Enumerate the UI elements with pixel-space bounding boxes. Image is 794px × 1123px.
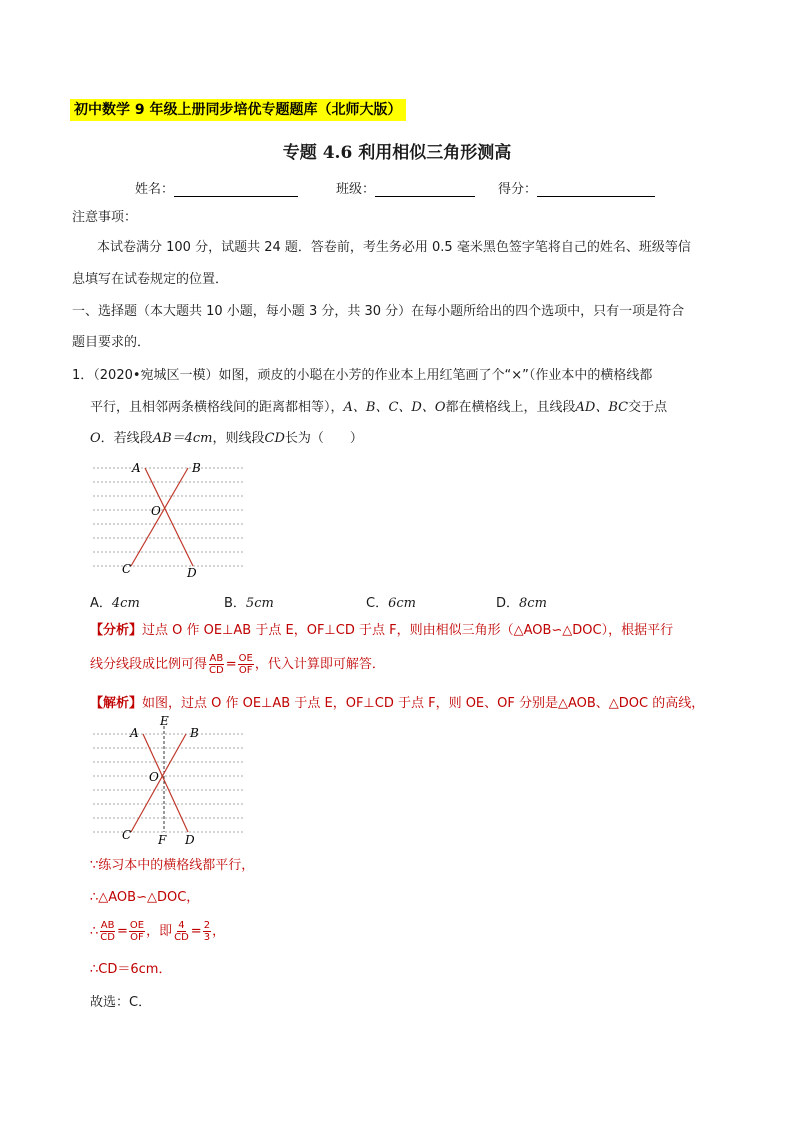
label-c: C: [122, 562, 132, 576]
label-c: C: [122, 828, 132, 842]
option-d[interactable]: D．8cm: [496, 596, 547, 611]
label-b: B: [192, 461, 201, 475]
solution-therefore2: ∴ $\frac{AB}{CD}$ = $\frac{OE}{OF}$ ，即 $\frac{4}{CD}$ = $\frac{2}{3}$ ，: [90, 920, 226, 943]
score-field[interactable]: [498, 178, 655, 197]
label-d: D: [187, 566, 197, 580]
label-a: A: [132, 461, 141, 475]
label-e: E: [160, 714, 169, 728]
label-b: B: [190, 726, 199, 740]
class-field[interactable]: [336, 178, 475, 197]
name-blank[interactable]: [174, 182, 298, 197]
figure-x-diagram-with-heights: [88, 714, 248, 850]
question-number: 1．: [72, 368, 94, 383]
notice-line2: 息填写在试卷规定的位置．: [72, 272, 229, 287]
solution-answer: 故选：C．: [90, 995, 152, 1010]
fraction-ab-cd: $\frac{AB}{CD}$: [100, 920, 115, 943]
ruled-lines: [93, 468, 243, 566]
solution-line1: 【解析】如图，过点 O 作 OE⊥AB 于点 E，OF⊥CD 于点 F，则 OE、OF 分别是△AOB、△DOC 的高线，: [90, 696, 705, 711]
solution-therefore3: ∴CD＝6cm．: [90, 962, 172, 977]
option-a[interactable]: A．4cm: [90, 596, 140, 611]
solution-tag: 【解析】: [90, 696, 143, 711]
score-blank[interactable]: [537, 182, 655, 197]
figure-x-diagram: [88, 458, 248, 582]
header-tag: 初中数学 9 年级上册同步培优专题题库（北师大版）: [70, 99, 406, 121]
name-field[interactable]: [135, 178, 298, 197]
fraction-oe-of: $\frac{OE}{OF}$: [238, 653, 253, 676]
analysis-line1: 【分析】过点 O 作 OE⊥AB 于点 E，OF⊥CD 于点 F，则由相似三角形（△AOB∽△DOC），根据平行: [90, 623, 674, 638]
label-o: O: [149, 770, 159, 784]
label-f: F: [158, 833, 167, 847]
section-line2: 题目要求的．: [72, 335, 151, 350]
notice-heading: 注意事项：: [72, 210, 138, 225]
class-blank[interactable]: [375, 182, 475, 197]
question-line3: O．若线段AB＝4cm，则线段CD长为（ ）: [90, 431, 363, 446]
solution-because: ∵练习本中的横格线都平行，: [90, 858, 255, 873]
option-b[interactable]: B．5cm: [224, 596, 274, 611]
section-line1: 一、选择题（本大题共 10 小题，每小题 3 分，共 30 分）在每小题所给出的四个选项中，只有一项是符合: [72, 304, 685, 319]
solution-therefore1: ∴△AOB∽△DOC，: [90, 890, 200, 905]
analysis-tag: 【分析】: [90, 623, 143, 638]
page-title: 专题 4.6 利用相似三角形测高: [282, 143, 512, 163]
score-label: 得分：: [498, 182, 538, 197]
question-line1: 1．（2020•宛城区一模）如图，顽皮的小聪在小芳的作业本上用红笔画了个“×”（作业本中的横格线都: [72, 368, 653, 383]
question-line2: 平行，且相邻两条横格线间的距离都相等），A、B、C、D、O都在横格线上，且线段AD、BC交于点: [90, 400, 668, 415]
label-d: D: [185, 833, 195, 847]
fraction-oe-of: $\frac{OE}{OF}$: [129, 920, 145, 943]
class-label: 班级：: [336, 182, 376, 197]
label-a: A: [130, 726, 139, 740]
fraction-4-cd: $\frac{4}{CD}$: [174, 920, 189, 943]
analysis-line2: 线分线段成比例可得 $\frac{AB}{CD}$ = $\frac{OE}{OF}$ ，代入计算即可解答．: [90, 653, 385, 676]
label-o: O: [151, 504, 161, 518]
ruled-lines: [93, 734, 243, 832]
fraction-ab-cd: $\frac{AB}{CD}$: [209, 653, 224, 676]
name-label: 姓名：: [135, 182, 175, 197]
notice-line1: 本试卷满分 100 分，试题共 24 题．答卷前，考生务必用 0.5 毫米黑色签字笔将自己的姓名、班级等信: [97, 240, 691, 255]
fraction-2-3: $\frac{2}{3}$: [203, 920, 211, 943]
option-c[interactable]: C．6cm: [366, 596, 416, 611]
